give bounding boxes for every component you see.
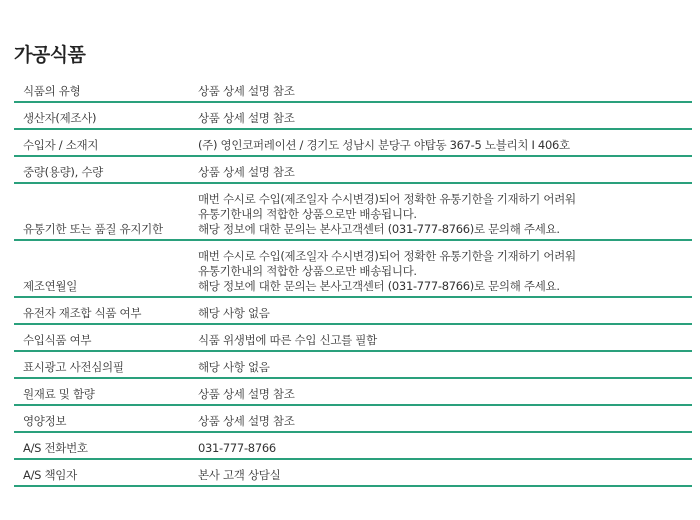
row-label: 원재료 및 함량: [23, 387, 95, 401]
page-title: 가공식품: [14, 44, 86, 66]
row-value-line: 매번 수시로 수입(제조일자 수시변경)되어 정확한 유통기한을 기재하기 어려워: [198, 192, 576, 206]
row-label: 수입자 / 소재지: [23, 138, 99, 152]
row-value: [190, 111, 692, 128]
table-row-as-manager: [14, 460, 692, 487]
row-value: [190, 414, 692, 431]
product-info-page: [14, 0, 692, 487]
row-value-line: 유통기한내의 적합한 상품으로만 배송됩니다.: [198, 264, 417, 278]
row-value-line: 상품 상세 설명 참조: [198, 414, 295, 428]
table-row-food-type: [14, 76, 692, 103]
row-value: [190, 192, 692, 239]
row-value-line: 해당 사항 없음: [198, 306, 270, 320]
row-label: 생산자(제조사): [23, 111, 97, 125]
row-value: [190, 333, 692, 350]
row-label: 중량(용량), 수량: [23, 165, 103, 179]
row-label: 제조연월일: [23, 279, 78, 293]
row-label: A/S 전화번호: [23, 441, 88, 455]
row-label: 영양정보: [23, 414, 67, 428]
row-value-line: 상품 상세 설명 참조: [198, 84, 295, 98]
row-value: [190, 360, 692, 377]
row-value: [190, 441, 692, 458]
table-row-imported-food: [14, 325, 692, 352]
row-value-line: 해당 정보에 대한 문의는 본사고객센터 (031-777-8766)로 문의해 주세요.: [198, 222, 560, 236]
row-label: 수입식품 여부: [23, 333, 92, 347]
row-value: [190, 306, 692, 323]
table-row-expiry: [14, 184, 692, 241]
row-value-line: 매번 수시로 수입(제조일자 수시변경)되어 정확한 유통기한을 기재하기 어려워: [198, 249, 576, 263]
row-label: 식품의 유형: [23, 84, 81, 98]
row-label: 유통기한 또는 품질 유지기한: [23, 222, 163, 236]
row-value: [190, 468, 692, 485]
table-row-importer: [14, 130, 692, 157]
table-row-ingredients: [14, 379, 692, 406]
table-row-as-phone: [14, 433, 692, 460]
row-value: [190, 165, 692, 182]
product-spec-table: [14, 76, 692, 487]
row-value-line: 식품 위생법에 따른 수입 신고를 필함: [198, 333, 377, 347]
table-row-ad-review: [14, 352, 692, 379]
row-value-line: (주) 영인코퍼레이션 / 경기도 성남시 분당구 야탑동 367-5 노블리치 I 406호: [198, 138, 570, 152]
row-value-line: 해당 정보에 대한 문의는 본사고객센터 (031-777-8766)로 문의해 주세요.: [198, 279, 560, 293]
row-label: A/S 책임자: [23, 468, 77, 482]
row-value-line: 해당 사항 없음: [198, 360, 270, 374]
row-value: [190, 84, 692, 101]
row-value-line: 상품 상세 설명 참조: [198, 165, 295, 179]
row-value-line: 상품 상세 설명 참조: [198, 111, 295, 125]
table-row-manufacture-date: [14, 241, 692, 298]
row-value-line: 본사 고객 상담실: [198, 468, 281, 482]
row-value: [190, 138, 692, 155]
row-value: [190, 249, 692, 296]
row-label: 표시광고 사전심의필: [23, 360, 124, 374]
row-value-line: 유통기한내의 적합한 상품으로만 배송됩니다.: [198, 207, 417, 221]
table-row-manufacturer: [14, 103, 692, 130]
table-row-weight: [14, 157, 692, 184]
row-value-line: 상품 상세 설명 참조: [198, 387, 295, 401]
row-label: 유전자 재조합 식품 여부: [23, 306, 142, 320]
table-row-gmo: [14, 298, 692, 325]
row-value: [190, 387, 692, 404]
table-row-nutrition: [14, 406, 692, 433]
row-value-line: 031-777-8766: [198, 441, 276, 455]
